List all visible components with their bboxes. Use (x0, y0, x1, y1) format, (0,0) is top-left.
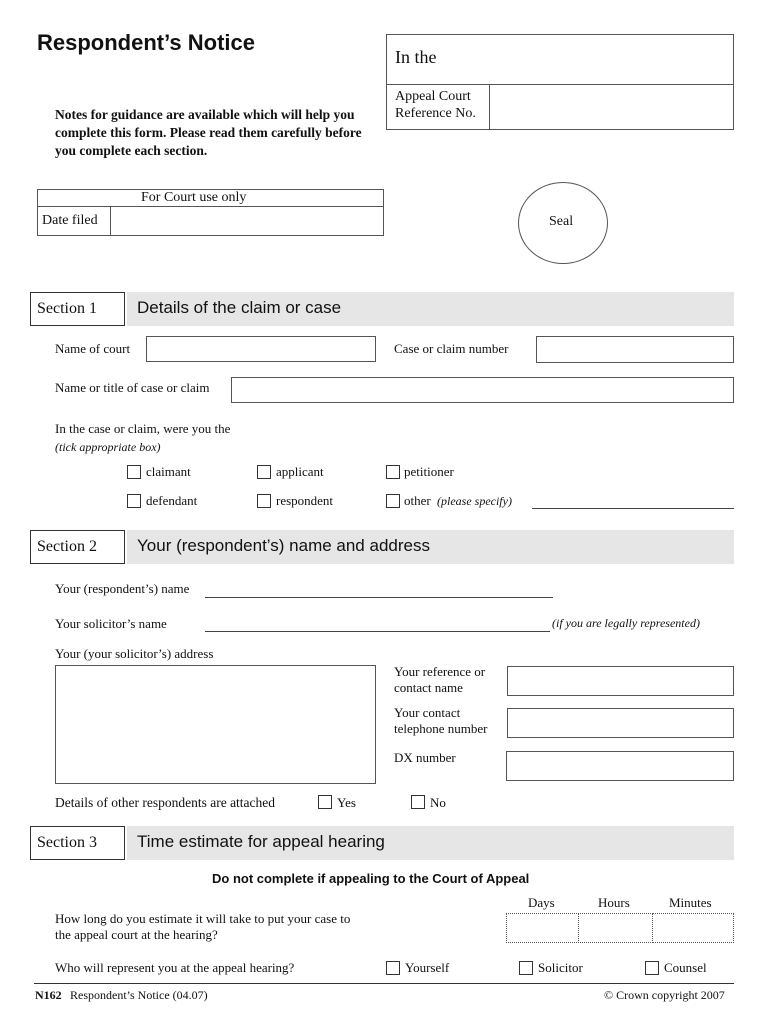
solicitor-name-label: Your solicitor’s name (55, 616, 167, 631)
date-filed-label: Date filed (42, 213, 98, 228)
other-specify-line[interactable] (532, 508, 734, 509)
tick-hint: (tick appropriate box) (55, 440, 161, 454)
appeal-ref-label-box (386, 84, 490, 130)
solicitor-name-line[interactable] (205, 631, 550, 632)
defendant-checkbox[interactable] (127, 494, 141, 508)
section-2-title: Your (respondent’s) name and address (127, 530, 734, 564)
other-hint: (please specify) (437, 494, 512, 508)
other-respondents-yes-label: Yes (337, 795, 356, 810)
other-respondents-no-checkbox[interactable] (411, 795, 425, 809)
reference-input[interactable] (507, 666, 734, 696)
solicitor-checkbox[interactable] (519, 961, 533, 975)
reference-label-line1: Your reference or (394, 664, 486, 679)
respondent-name-label: Your (respondent’s) name (55, 581, 190, 596)
minutes-header: Minutes (669, 895, 712, 910)
were-you-label: In the case or claim, were you the (55, 421, 231, 436)
yourself-checkbox[interactable] (386, 961, 400, 975)
footer-copyright: © Crown copyright 2007 (604, 988, 725, 1002)
court-use-label: For Court use only (141, 190, 247, 205)
counsel-checkbox[interactable] (645, 961, 659, 975)
counsel-label: Counsel (664, 960, 707, 975)
claimant-label: claimant (146, 464, 191, 479)
phone-label-line1: Your contact (394, 705, 461, 720)
address-input[interactable] (55, 665, 376, 784)
estimate-question-line2: the appeal court at the hearing? (55, 927, 218, 942)
footer-rule (34, 983, 734, 984)
appeal-ref-label: Appeal Court Reference No. (395, 89, 476, 121)
respondent-label: respondent (276, 493, 334, 508)
phone-label-line2: telephone number (394, 721, 488, 736)
defendant-label: defendant (146, 493, 198, 508)
claimant-checkbox[interactable] (127, 465, 141, 479)
reference-label-line2: contact name (394, 680, 463, 695)
section-1-title: Details of the claim or case (127, 292, 734, 326)
dx-input[interactable] (506, 751, 734, 781)
section-3-warning: Do not complete if appealing to the Court of Appeal (212, 871, 530, 886)
applicant-checkbox[interactable] (257, 465, 271, 479)
yourself-label: Yourself (405, 960, 450, 975)
section-1-label: Section 1 (30, 292, 125, 326)
seal-label: Seal (549, 214, 574, 229)
in-the-label: In the (395, 47, 437, 67)
minutes-input[interactable] (652, 913, 734, 943)
other-label: other (404, 493, 431, 508)
case-name-label: Name or title of case or claim (55, 380, 210, 395)
section-2-label: Section 2 (30, 530, 125, 564)
other-respondents-label: Details of other respondents are attached (55, 795, 276, 810)
other-checkbox[interactable] (386, 494, 400, 508)
respondent-name-line[interactable] (205, 597, 553, 598)
appeal-ref-input[interactable] (489, 84, 734, 130)
footer-form-name: Respondent’s Notice (04.07) (70, 988, 208, 1002)
case-number-input[interactable] (536, 336, 734, 363)
petitioner-checkbox[interactable] (386, 465, 400, 479)
page-title: Respondent’s Notice (37, 30, 255, 55)
represented-hint: (if you are legally represented) (552, 616, 700, 630)
footer-form-code: N162 (35, 988, 62, 1002)
date-filed-label-box (37, 206, 111, 236)
section-3-label: Section 3 (30, 826, 125, 860)
respondent-checkbox[interactable] (257, 494, 271, 508)
solicitor-label: Solicitor (538, 960, 583, 975)
name-of-court-input[interactable] (146, 336, 376, 362)
days-input[interactable] (506, 913, 579, 943)
name-of-court-label: Name of court (55, 341, 131, 356)
days-header: Days (528, 895, 555, 910)
section-3-title: Time estimate for appeal hearing (127, 826, 734, 860)
other-respondents-yes-checkbox[interactable] (318, 795, 332, 809)
represent-question: Who will represent you at the appeal hearing? (55, 960, 295, 975)
case-number-label: Case or claim number (394, 341, 509, 356)
date-filed-input[interactable] (110, 206, 384, 236)
applicant-label: applicant (276, 464, 324, 479)
hours-header: Hours (598, 895, 630, 910)
seal-circle (518, 182, 608, 264)
estimate-question-line1: How long do you estimate it will take to put your case to (55, 911, 351, 926)
case-name-input[interactable] (231, 377, 734, 403)
other-respondents-no-label: No (430, 795, 446, 810)
hours-input[interactable] (578, 913, 653, 943)
petitioner-label: petitioner (404, 464, 454, 479)
address-label: Your (your solicitor’s) address (55, 646, 214, 661)
dx-label: DX number (394, 750, 456, 765)
phone-input[interactable] (507, 708, 734, 738)
in-the-box[interactable] (386, 34, 734, 85)
court-use-header (37, 189, 384, 207)
guidance-note: Notes for guidance are available which will help you complete this form. Please read them carefully before you complete each section. (55, 107, 362, 158)
